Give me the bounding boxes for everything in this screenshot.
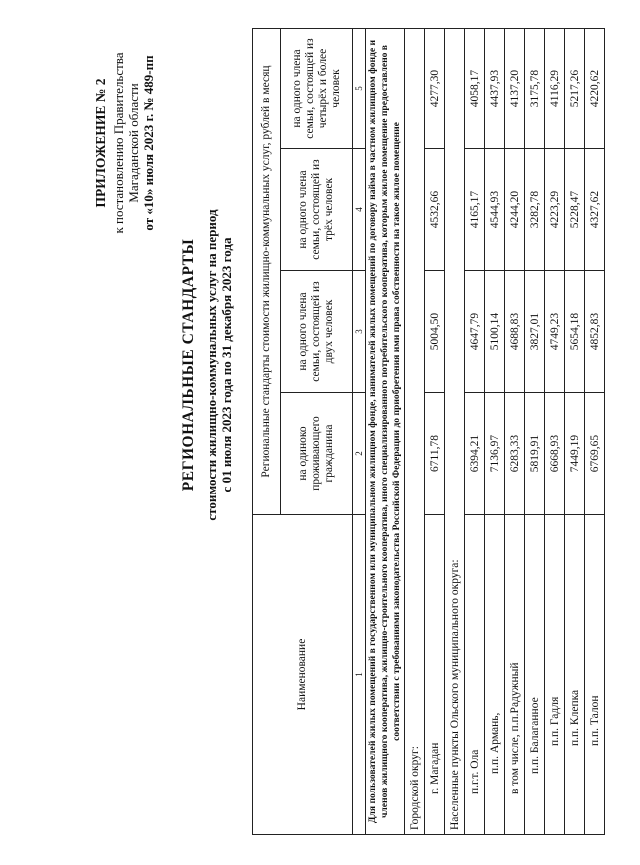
row-value: 4544,93	[485, 149, 505, 271]
table-row	[545, 29, 565, 835]
col-number: 4	[353, 149, 366, 271]
appendix-decree: от «10» июля 2023 г. № 489-пп	[141, 55, 156, 231]
row-value: 7136,97	[485, 393, 505, 515]
row-name: п.п. Армань,	[485, 515, 505, 835]
title-sub2: с 01 июля 2023 года по 31 декабря 2023 года	[219, 237, 234, 493]
row-value: 4749,23	[545, 271, 565, 393]
row-value: 5819,91	[525, 393, 545, 515]
row-value: 5100,14	[485, 271, 505, 393]
row-value: 4277,30	[425, 29, 445, 149]
row-name: п.п. Талон	[585, 515, 605, 835]
row-value: 3282,78	[525, 149, 545, 271]
title-heading: РЕГИОНАЛЬНЫЕ СТАНДАРТЫ	[180, 238, 197, 492]
row-value: 4220,62	[585, 29, 605, 149]
row-name: в том числе, п.п.Радужный	[505, 515, 525, 835]
section-header: Городской округ:	[405, 29, 425, 835]
row-value: 7449,19	[565, 393, 585, 515]
row-value: 6394,21	[465, 393, 485, 515]
standards-table	[252, 28, 605, 835]
row-value: 6769,65	[585, 393, 605, 515]
row-value: 4116,29	[545, 29, 565, 149]
row-value: 4058,17	[465, 29, 485, 149]
table-row	[425, 29, 445, 835]
appendix-title: ПРИЛОЖЕНИЕ № 2	[93, 78, 108, 208]
applicability-note: Для пользователей жилых помещений в государственном или муниципальном жилищном фонде, нанимателей жилых помещений по договору найма в частном жилищном фонде и членов жилищного кооператива, жилищно-строительного кооператива, иного специализированного потребительского кооператива, которым жилое помещение предоставлено в соответствии с требованиями законодательства Российской Федерации до приобретения ими права собственности на такое жилое помещение	[366, 29, 405, 835]
row-value: 5217,26	[565, 29, 585, 149]
appendix-line: к постановлению Правительства	[111, 52, 126, 234]
col-header-1: на одиноко проживающего гражданина	[281, 393, 353, 515]
col-header-3: на одного члена семьи, состоящей из трёх человек	[281, 149, 353, 271]
row-name: п.п. Клепка	[565, 515, 585, 835]
row-value: 5228,47	[565, 149, 585, 271]
col-number: 5	[353, 29, 366, 149]
row-value: 5004,50	[425, 271, 445, 393]
table-row	[525, 29, 545, 835]
col-header-2: на одного члена семьи, состоящей из двух человек	[281, 271, 353, 393]
table-row	[505, 29, 525, 835]
table-row	[565, 29, 585, 835]
row-value: 4437,93	[485, 29, 505, 149]
table-row	[585, 29, 605, 835]
table-row	[485, 29, 505, 835]
row-value: 4852,83	[585, 271, 605, 393]
col-number: 1	[353, 515, 366, 835]
row-value: 4327,62	[585, 149, 605, 271]
appendix-block	[93, 33, 156, 253]
document-title	[180, 65, 234, 665]
group-header: Региональные стандарты стоимости жилищно-коммунальных услуг, рублей в месяц	[253, 29, 281, 515]
row-value: 6668,93	[545, 393, 565, 515]
row-value: 4165,17	[465, 149, 485, 271]
row-value: 3827,01	[525, 271, 545, 393]
row-value: 3175,78	[525, 29, 545, 149]
col-number: 2	[353, 393, 366, 515]
row-value: 4532,66	[425, 149, 445, 271]
table-row	[465, 29, 485, 835]
row-value: 4244,20	[505, 149, 525, 271]
col-number: 3	[353, 271, 366, 393]
appendix-line: Магаданской области	[126, 83, 141, 203]
row-value: 4223,29	[545, 149, 565, 271]
row-name: п.п. Гадля	[545, 515, 565, 835]
row-value: 5654,18	[565, 271, 585, 393]
col-name-header: Наименование	[253, 515, 353, 835]
row-name: г. Магадан	[425, 515, 445, 835]
title-sub1: стоимости жилищно-коммунальных услуг на период	[204, 209, 219, 521]
row-value: 6711,78	[425, 393, 445, 515]
row-value: 4647,79	[465, 271, 485, 393]
col-header-4: на одного члена семьи, состоящей из четырёх и более человек	[281, 29, 353, 149]
row-value: 6283,33	[505, 393, 525, 515]
row-name: п.п. Балаганное	[525, 515, 545, 835]
row-value: 4137,20	[505, 29, 525, 149]
row-name: п.г.т. Ола	[465, 515, 485, 835]
row-value: 4688,83	[505, 271, 525, 393]
section-header: Населенные пункты Ольского муниципального округа:	[445, 29, 465, 835]
